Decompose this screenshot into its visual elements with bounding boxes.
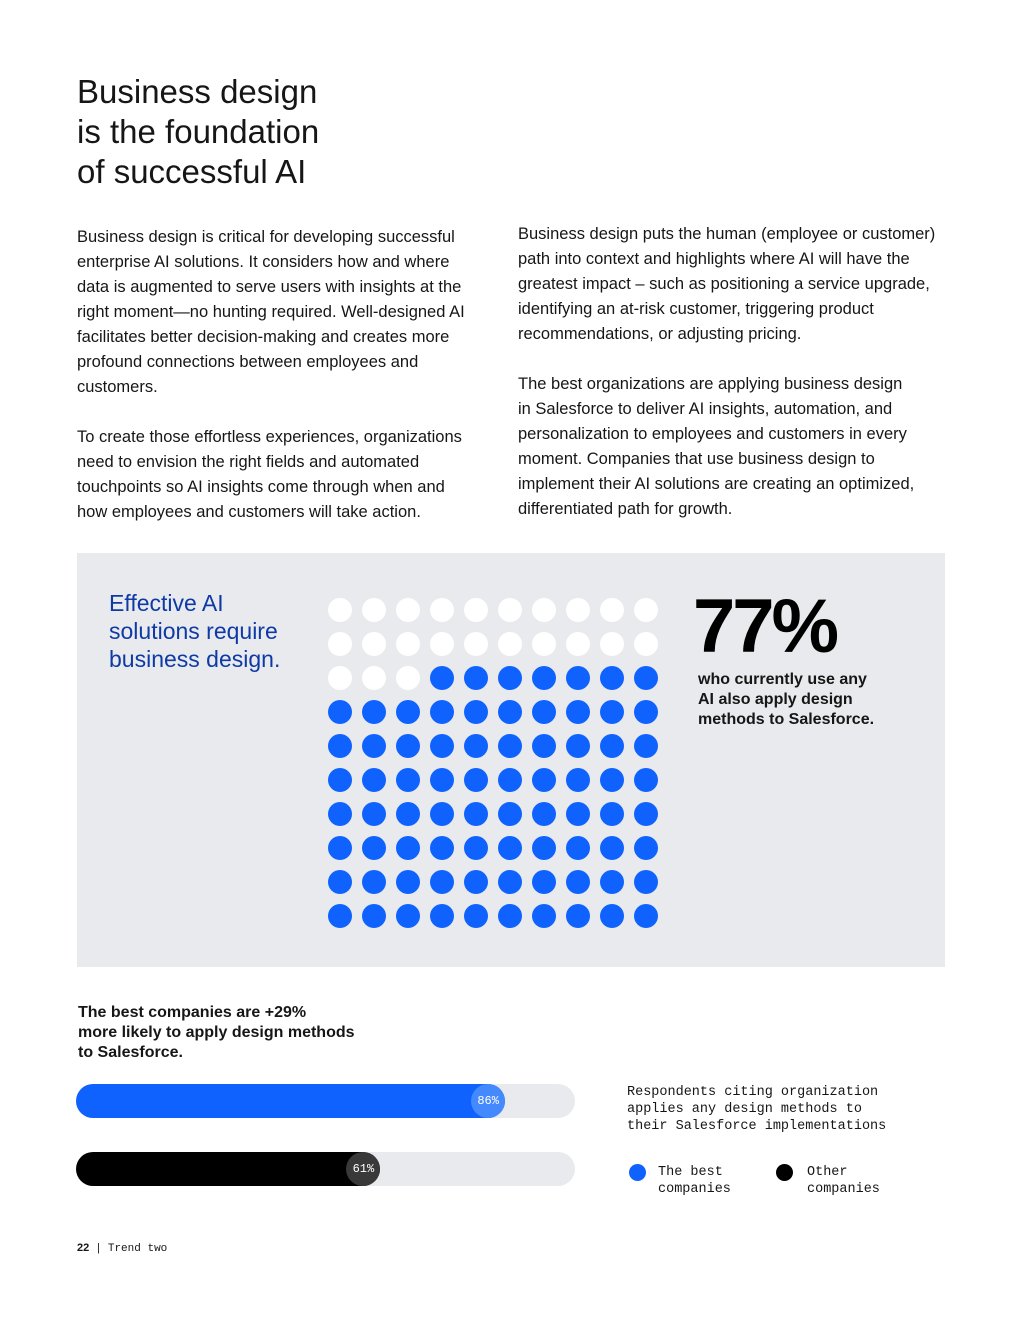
dot-filled <box>634 700 658 724</box>
dot-empty <box>600 632 624 656</box>
legend-line: Other <box>807 1165 848 1180</box>
bar-track-best <box>76 1084 575 1118</box>
dot-empty <box>396 598 420 622</box>
heading-line: The best companies are +29% <box>78 1004 307 1021</box>
text-line: customers. <box>77 378 158 396</box>
dot-empty <box>566 632 590 656</box>
dot-filled <box>600 734 624 758</box>
dot-filled <box>430 836 454 860</box>
dot-filled <box>566 666 590 690</box>
dot-empty <box>566 598 590 622</box>
dot-filled <box>566 700 590 724</box>
dot-filled <box>328 802 352 826</box>
heading-line: more likely to apply design methods <box>78 1024 355 1041</box>
legend-label <box>807 1164 927 1198</box>
dot-filled <box>566 836 590 860</box>
stat-percentage: 77% <box>693 584 837 669</box>
dot-empty <box>634 632 658 656</box>
dot-filled <box>328 700 352 724</box>
dot-filled <box>634 666 658 690</box>
dot-empty <box>498 598 522 622</box>
dot-filled <box>634 768 658 792</box>
text-line: differentiated path for growth. <box>518 500 733 518</box>
text-line: Business design is critical for developing successful <box>77 228 455 246</box>
text-line: path into context and highlights where AI will have the <box>518 250 910 268</box>
dot-empty <box>430 632 454 656</box>
description-line: applies any design methods to <box>627 1102 862 1117</box>
dot-filled <box>498 734 522 758</box>
dot-filled <box>498 836 522 860</box>
paragraph <box>77 225 497 400</box>
dot-filled <box>600 768 624 792</box>
body-column-left <box>77 225 497 550</box>
dot-empty <box>362 666 386 690</box>
dot-filled <box>362 870 386 894</box>
text-line: enterprise AI solutions. It considers how and where <box>77 253 450 271</box>
dot-filled <box>498 904 522 928</box>
dot-filled <box>464 666 488 690</box>
dot-filled <box>532 870 556 894</box>
bar-fill-best <box>76 1084 505 1118</box>
title-line: of successful AI <box>77 153 307 190</box>
dot-filled <box>430 666 454 690</box>
dot-filled <box>498 768 522 792</box>
dot-filled <box>464 768 488 792</box>
dot-filled <box>634 734 658 758</box>
legend-dot-icon <box>629 1164 646 1181</box>
panel-heading <box>109 589 329 673</box>
dot-filled <box>498 666 522 690</box>
text-line: To create those effortless experiences, organizations <box>77 428 462 446</box>
text-line: greatest impact – such as positioning a service upgrade, <box>518 275 930 293</box>
text-line: Business design puts the human (employee or customer) <box>518 225 936 243</box>
dot-empty <box>396 666 420 690</box>
dot-matrix <box>328 598 659 929</box>
dot-filled <box>464 870 488 894</box>
dot-filled <box>430 904 454 928</box>
dot-filled <box>396 870 420 894</box>
dot-empty <box>600 598 624 622</box>
text-line: identifying an at-risk customer, triggering product <box>518 300 874 318</box>
dot-filled <box>464 802 488 826</box>
text-line: implement their AI solutions are creating an optimized, <box>518 475 915 493</box>
bar-value-best: 86% <box>471 1084 505 1118</box>
dot-filled <box>328 734 352 758</box>
dot-filled <box>362 734 386 758</box>
dot-filled <box>634 904 658 928</box>
dot-empty <box>362 598 386 622</box>
text-line: data is augmented to serve users with insights at the <box>77 278 462 296</box>
dot-filled <box>634 870 658 894</box>
text-line: moment. Companies that use business design to <box>518 450 875 468</box>
stat-panel <box>77 553 945 967</box>
dot-filled <box>464 700 488 724</box>
bar-fill-other <box>76 1152 380 1186</box>
legend-label <box>658 1164 778 1198</box>
text-line: need to envision the right fields and automated <box>77 453 420 471</box>
dot-filled <box>498 802 522 826</box>
dot-filled <box>328 870 352 894</box>
dot-filled <box>532 836 556 860</box>
dot-filled <box>430 734 454 758</box>
description-line: their Salesforce implementations <box>627 1119 887 1134</box>
dot-filled <box>362 836 386 860</box>
stat-caption <box>698 670 898 730</box>
legend-dot-icon <box>776 1164 793 1181</box>
dot-filled <box>396 836 420 860</box>
dot-filled <box>362 700 386 724</box>
text-line: right moment—no hunting required. Well-designed AI <box>77 303 465 321</box>
dot-empty <box>498 632 522 656</box>
body-column-right <box>518 222 958 547</box>
dot-empty <box>464 598 488 622</box>
heading-line: Effective AI <box>109 590 224 616</box>
text-line: personalization to employees and customers in every <box>518 425 907 443</box>
heading-line: to Salesforce. <box>78 1044 183 1061</box>
dot-filled <box>600 700 624 724</box>
dot-filled <box>600 666 624 690</box>
dot-filled <box>566 802 590 826</box>
dot-empty <box>634 598 658 622</box>
dot-empty <box>532 632 556 656</box>
description-line: Respondents citing organization <box>627 1085 879 1100</box>
dot-filled <box>328 768 352 792</box>
dot-empty <box>328 632 352 656</box>
heading-line: business design. <box>109 646 281 672</box>
text-line: The best organizations are applying business design <box>518 375 903 393</box>
heading-line: solutions require <box>109 618 278 644</box>
dot-filled <box>634 836 658 860</box>
dot-filled <box>498 870 522 894</box>
dot-filled <box>430 802 454 826</box>
dot-filled <box>566 768 590 792</box>
dot-empty <box>328 598 352 622</box>
page-number: 22 <box>77 1242 90 1254</box>
dot-filled <box>600 870 624 894</box>
page-title <box>77 72 437 192</box>
title-line: Business design <box>77 73 318 110</box>
dot-filled <box>362 802 386 826</box>
dot-filled <box>328 836 352 860</box>
dot-filled <box>532 700 556 724</box>
dot-filled <box>464 904 488 928</box>
paragraph <box>518 222 958 347</box>
legend-line: The best <box>658 1165 723 1180</box>
dot-filled <box>532 768 556 792</box>
page-footer <box>77 1241 167 1256</box>
dot-filled <box>600 904 624 928</box>
dot-filled <box>362 904 386 928</box>
legend-line: companies <box>658 1182 731 1197</box>
caption-line: methods to Salesforce. <box>698 711 875 728</box>
footer-separator: | <box>95 1243 102 1255</box>
dot-empty <box>464 632 488 656</box>
dot-empty <box>396 632 420 656</box>
dot-filled <box>498 700 522 724</box>
text-line: in Salesforce to deliver AI insights, automation, and <box>518 400 893 418</box>
title-line: is the foundation <box>77 113 320 150</box>
dot-filled <box>532 904 556 928</box>
chart-description <box>627 1084 927 1135</box>
dot-filled <box>430 768 454 792</box>
dot-filled <box>464 836 488 860</box>
dot-filled <box>566 734 590 758</box>
section-name: Trend two <box>107 1243 168 1255</box>
dot-filled <box>328 904 352 928</box>
dot-filled <box>396 904 420 928</box>
dot-filled <box>600 836 624 860</box>
dot-filled <box>430 870 454 894</box>
dot-filled <box>532 734 556 758</box>
dot-empty <box>532 598 556 622</box>
dot-filled <box>396 734 420 758</box>
text-line: how employees and customers will take action. <box>77 503 421 521</box>
dot-empty <box>430 598 454 622</box>
bar-track-other <box>76 1152 575 1186</box>
dot-filled <box>464 734 488 758</box>
dot-filled <box>566 904 590 928</box>
dot-filled <box>396 768 420 792</box>
text-line: profound connections between employees and <box>77 353 419 371</box>
paragraph <box>518 372 958 522</box>
dot-filled <box>600 802 624 826</box>
dot-filled <box>532 666 556 690</box>
dot-filled <box>430 700 454 724</box>
caption-line: who currently use any <box>698 671 867 688</box>
dot-filled <box>396 700 420 724</box>
dot-filled <box>396 802 420 826</box>
caption-line: AI also apply design <box>698 691 853 708</box>
paragraph <box>77 425 497 525</box>
dot-filled <box>532 802 556 826</box>
text-line: facilitates better decision-making and creates more <box>77 328 450 346</box>
dot-filled <box>362 768 386 792</box>
text-line: recommendations, or adjusting pricing. <box>518 325 802 343</box>
dot-empty <box>328 666 352 690</box>
dot-empty <box>362 632 386 656</box>
bar-value-other: 61% <box>346 1152 380 1186</box>
dot-filled <box>634 802 658 826</box>
legend-line: companies <box>807 1182 880 1197</box>
text-line: touchpoints so AI insights come through when and <box>77 478 445 496</box>
bars-heading <box>78 1003 398 1063</box>
dot-filled <box>566 870 590 894</box>
